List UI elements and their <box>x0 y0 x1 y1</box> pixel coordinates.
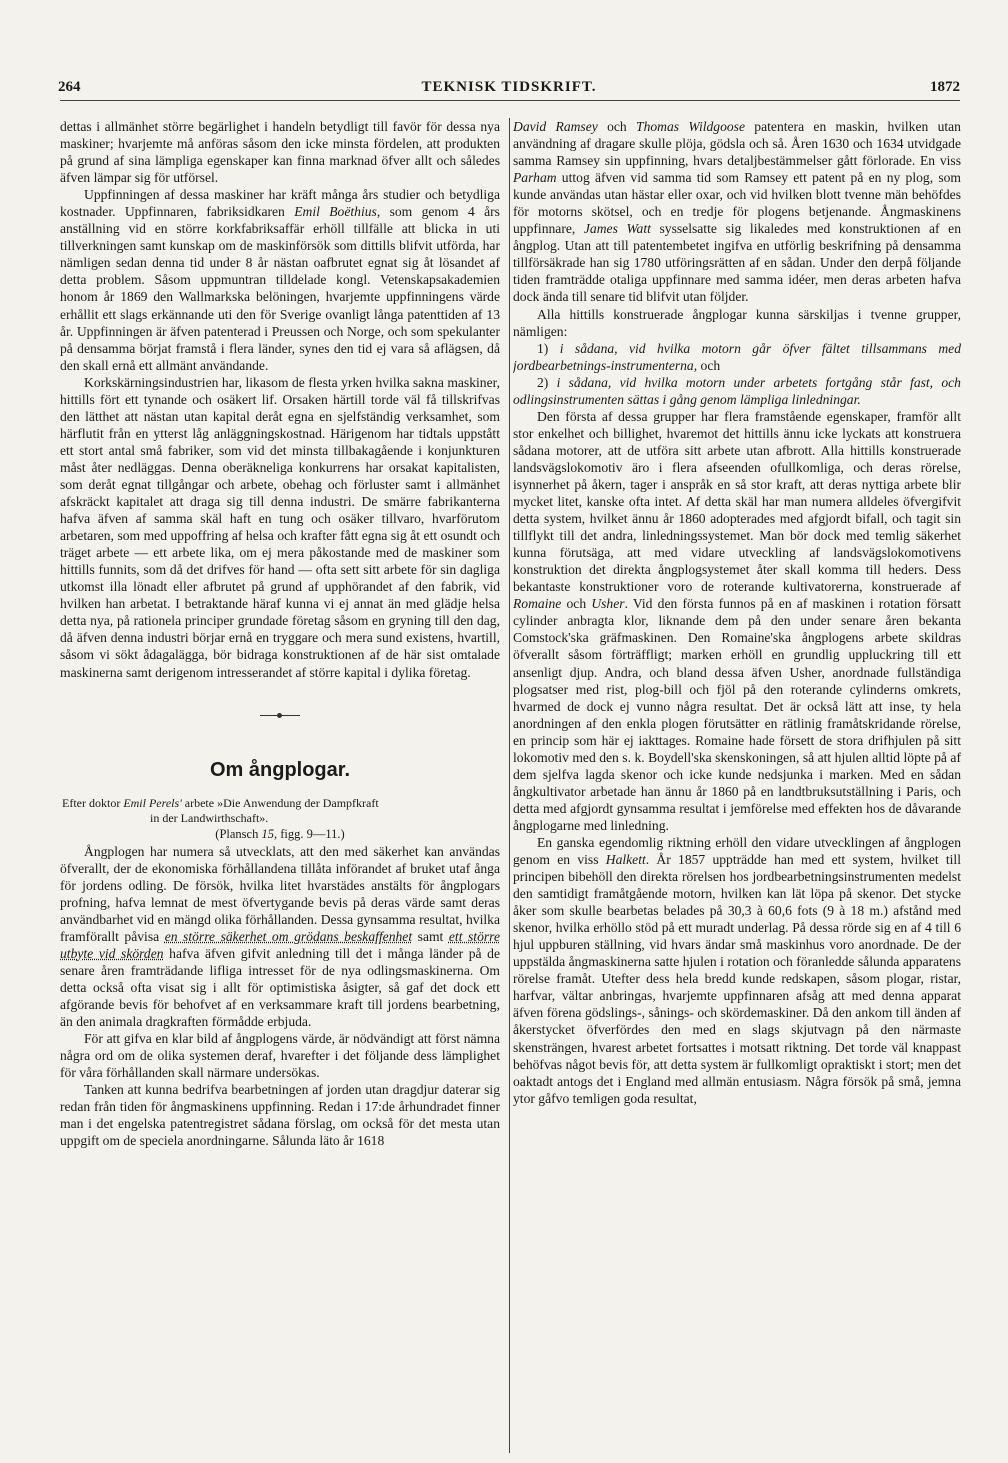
source-note: Efter doktor Emil Perels' arbete »Die Anwendung der Dampfkraft in der Landwirthschaft». <box>62 795 379 825</box>
header-rule <box>60 100 960 101</box>
paragraph: För att gifva en klar bild af ångplogens värde, är nödvändigt att först nämna några ord om de olika systemen deraf, hvarefter i det följande dess lämplighet för våra förhållanden skall närmare undersökas. <box>60 1031 500 1081</box>
publication-year: 1872 <box>930 79 960 95</box>
paragraph: Tanken att kunna bedrifva bearbetningen af jorden utan dragdjur daterar sig redan från tiden för ångmaskinens uppfinning. Redan i 17:de århundradet finner man i det engelska patentregistret sådana förslag, om också för det mesta utan uppgift om de speciela anordningarne. Sålunda läto år 1618 <box>60 1082 500 1149</box>
paragraph: Ångplogen har numera så utvecklats, att den med säkerhet kan användas öfverallt, der de ekonomiska förhållandena tillåta införandet af bruket utaf ånga för jordens odling. De försök, hvilka litet hvarstädes anstälts för ångplogars profning, hafva lemnat de mest öfvertygande bevis på deras värde samt deras användbarhet vid en mängd olika förhållanden. Dessa gynsamma resultat, hvilka framförallt påvisa en större säkerhet om grödans beskaffenhet samt ett större utbyte vid skörden hafva äfven gifvit anledning till det i många länder på de senare åren framträdande lifliga intresset för de nya odlingsmaskinerna. Om detta också ofta visat sig i allt för optimistiska åsigter, så gaf det dock ett afgörande bevis för behofvet af en verksammare kraft till jordens bearbetning, än den animala dragkraften förmådde erbjuda. <box>60 843 500 1030</box>
page-number: 264 <box>58 79 81 95</box>
paragraph: En ganska egendomlig riktning erhöll den vidare utvecklingen af ångplogen genom en viss Halkett. År 1857 uppträdde han med ett system, hvilket till principen bibehöll den direkta rörelsen hos jordbearbetningsinstrumenten medelst den samtidigt framåtgående motorn, hvilken kan lät löpa på skenor. Det stycke åker som skulle bearbetas belades på 30,3 à 60,6 fots (9 à 18 m.) afstånd med skenor, hvilka erhöllo stöd på ett muradt underlag. På dessa rörde sig en af 4 till 6 hjul uppburen ställning, vid hvars ändar små maskinhus voro anordnade. De der uppstälda ångmaskinerna satte hjulen i rotation och föranledde sålunda apparatens rörelse framåt. Utefter dess hela bredd kunde redskapen, såsom plogar, ristar, harfvar, vältar anbringas, hvarjemte uppfinnaren afsåg att med denna apparat äfven förena gödslings-, sånings- och skördemaskiner. Då den ankom till änden af åkerstycket öfverfördes den med en slags skjutvagn på den närmaste skensträngen, hvarest arbetet fortsattes i motsatt riktning. Det torde väl knappast behöfvas något bevis för, att detta system är fullkomligt opraktiskt i stort; men det oaktadt antogs det i England med allmän entusiasm. Några försök på små, jemna ytor gåfvo temligen goda resultat, <box>513 834 961 1106</box>
person-name: Emil Boëthius <box>294 204 377 220</box>
paragraph: Uppfinningen af dessa maskiner har kräft många års studier och betydliga kostnader. Uppfinnaren, fabriksidkaren Emil Boëthius, som genom 4 års anställning vid en större korkfabriksaffär erhöll tillfälle att blicka in uti tillverkningen samt kunskap om de maskinförsök som dittills blifvit utförda, har nämligen sedan denna tid under 8 år nästan oafbrutet egnat sig åt lösandet af detta problem. Såsom uppmuntran tilldelade kongl. Vetenskapsakademien honom år 1869 den Wallmarkska belöningen, hvarjemte uppfinningens värde erhållit ett slags erkännande uti den för Sverige ovanligt långa patenttiden af 13 år. Uppfinningen är äfven patenterad i Preussen och Norge, och som spekulanter på densamma börjat framstå i flera länder, synes den tid ej vara så aflägsen, då den skall ernå ett allmänt användande. <box>60 187 500 373</box>
list-item: 2) i sådana, vid hvilka motorn under arbetets fortgång står fast, och odlingsinstrumenten sättas i gång genom lämpliga linledningar. <box>513 374 961 407</box>
journal-title: TEKNISK TIDSKRIFT. <box>421 79 597 95</box>
right-column <box>513 118 961 1458</box>
page-header <box>58 79 960 99</box>
paragraph: Korkskärningsindustrien har, likasom de flesta yrken hvilka sakna maskiner, hittills fört ett tynande och osäkert lif. Orsaken härtill torde väl få tillskrifvas den lätthet att nästan utan kapital deråt egna en sjelfständig verksamhet, som härflutit från en ytterst låg anläggningskostnad. Härigenom har tidtals uppstått ett stort antal små fabriker, som vid det minsta tillbakagående i konjunkturen måst åter nedläggas. Denna oberäkneliga konkurrens har orsakat kapitalisten, som deråt egnat tillgångar och arbete, obehag och förluster samt i allmänhet afskräckt kapitalet att draga sig till denna industri. De smärre fabrikanterna hafva äfven af samma skäl haft en tung och osäker tillvaro, hvarförutom arbetaren, som med uppoffring af helsa och krafter fått egna sig åt ett osundt och träget arbete — ett arbete lika, om ej mera påkostande med de maskiner som hittills funnits, som då det drifves för hand — ofta sett sitt arbete för sin dagliga utkomst illa lönadt eller afbrutet på grund af upphörandet af den fabrik, vid hvilken han arbetat. I betraktande häraf kunna vi ej annat än med glädje helsa detta nya, på rationela principer grundade företag såsom en gryning till den dag, då äfven denna industri börjar ernå en tryggare och mera sund existens, hvartill, såsom vi sökt ådagalägga, bör bidraga konstruktionen af de här sist omtalade maskinerna samt derigenom intresserandet af större kapital i dylika företag. <box>60 374 500 680</box>
section-divider <box>260 715 300 716</box>
article-title: Om ångplogar. <box>209 758 351 781</box>
paragraph: Alla hittills konstruerade ångplogar kunna särskiljas i tvenne grupper, nämligen: <box>513 306 961 339</box>
list-item: 1) i sådana, vid hvilka motorn går öfver fältet tillsammans med jordbearbetnings-instrumenterna, och <box>513 340 961 373</box>
paragraph: David Ramsey och Thomas Wildgoose patentera en maskin, hvilken utan användning af dragare skulle plöja, gödsla och så. Åren 1630 och 1634 utvidgade samma Ramsey sin uppfinning, hvars detaljbestämmelser gått förlorade. En viss Parham uttog äfven vid samma tid som Ramsey ett patent på en ny plog, som kunde användas utan hästar eller oxar, och vid hvilken blott tvenne män behöfdes för motorns skötsel, och en tredje för plogens betjenande. Ångmaskinens uppfinnare, James Watt sysselsatte sig likaledes med konstruktionen af en ångplog. Utan att till patentembetet ingifva en utförlig beskrifning på densamma tillförsäkrade han sig 1780 utföringsrätten af en sådan. Under den derpå följande tiden framträdde otaliga uppfinnare med samma idéer, men deras arbeten hafva dock ända till senare tid blifvit utan följder. <box>513 119 961 305</box>
paragraph: dettas i allmänhet större begärlighet i handeln betydligt till favör för dessa nya maskiner; hvarjemte må anföras såsom den icke minsta fördelen, att produkten på grund af sina lämpliga egenskaper kan finna marknad öfver allt och således äfven lämpar sig för utförsel. <box>60 119 500 186</box>
left-column <box>60 118 500 1458</box>
paragraph: Den första af dessa grupper har flera framstående egenskaper, framför allt stor enkelhet och billighet, hvaremot det hittills ännu icke lyckats att konstruera sådana motorer, att de utföra sitt arbete utan afbrott. Alla hittills konstruerade landsvägslokomotiv äro i flera afseenden ofullkomliga, och deras rörelse, isynnerhet på åkern, tager i anspråk en så stor kraft, att deras nyttiga arbete blir mycket litet, kanske ofta intet. Af detta skäl har man numera alldeles öfvergifvit detta system, hvilket ännu år 1860 adopterades med afgjordt bifall, och tagit sin tillflykt till det andra, linledningssystemet. Man bör dock med temlig säkerhet kunna förutsäga, att med vidare utveckling af landsvägslokomotivens konstruktion det direkta ångplogsystemet åter skall komma till heders. Dess bekantaste konstruktioner voro de roterande kultivatorerna, konstruerade af Romaine och Usher. Vid den första funnos på en af maskinen i rotation försatt cylinder anbragta klor, liknande dem på den under senare åren bekanta Comstock'ska gräfmaskinen. Den Romaine'ska ångplogens arbete skildras öfverallt såsom förträffligt; marken erhöll en grundlig uppluckring till ett ansenligt djup. Andra, och bland dessa äfven Usher, anordnade fullständiga plogsatser med rist, plog-bill och fjöl på den roterande cylinderns omkrets, hvarmed de dock ej vunno några resultat. Det är också lätt att inse, ty hela anordningen af den enkla plogen förutsätter en rätlinig framåtskridande rörelse, en princip som här ej iakttages. Romaine hade försett de stora drifhjulen på sitt lokomotiv med den s. k. Boydell'ska skenskoningen, så att hjulen alltid löpte på af dem sjelfva lagda skenor och icke kunde nedsjunka i marken. Med en sådan ångkultivator arbetade han ännu år 1860 på en landtbruksutställning i Paris, och detta med afgjordt gynsamma resultat i jemförelse med effekten hos de dåvarande ångplogarne med linledning. <box>513 408 961 833</box>
column-divider <box>509 118 510 1453</box>
plate-reference: (Plansch 15, figg. 9—11.) <box>215 826 345 841</box>
